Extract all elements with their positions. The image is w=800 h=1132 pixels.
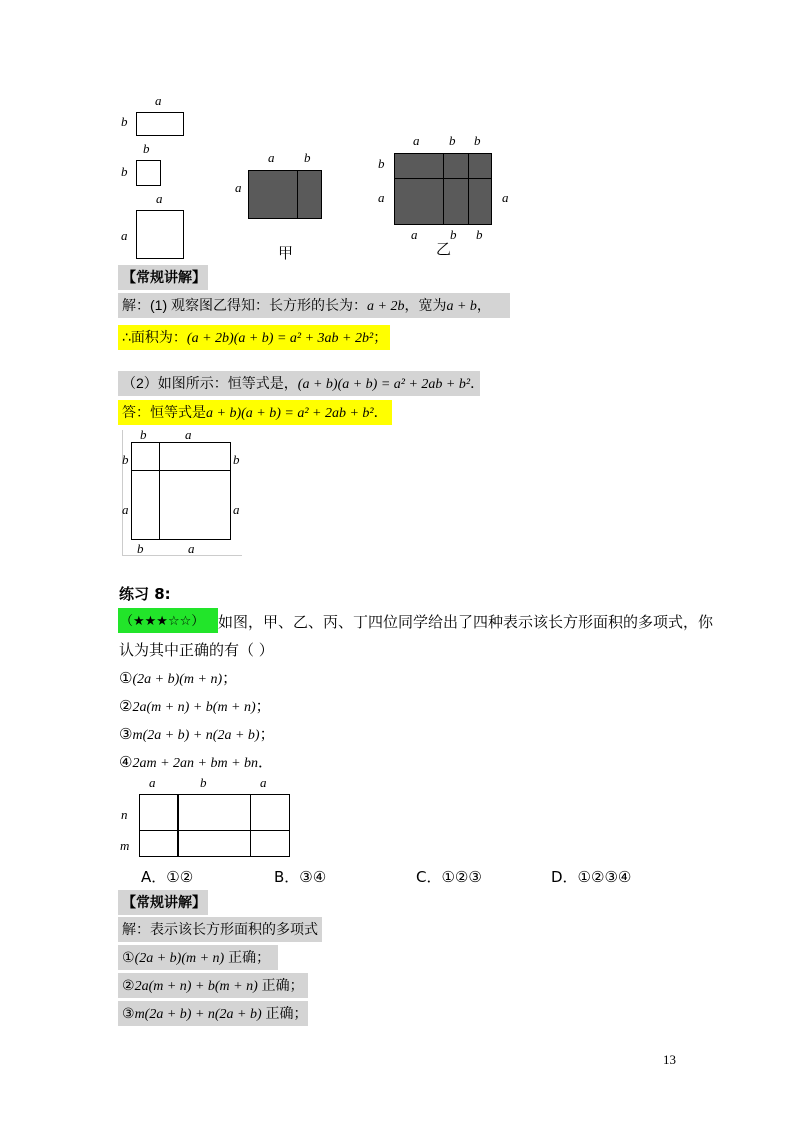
label-b: b xyxy=(143,141,150,156)
solution-line-4: 答：恒等式是a + b)(a + b) = a² + 2ab + b²． xyxy=(118,400,392,425)
choice-a[interactable]: A．①② xyxy=(141,868,194,886)
label-b: b xyxy=(121,114,128,129)
choice-b[interactable]: B．③④ xyxy=(274,868,327,886)
label-a: a xyxy=(235,180,242,195)
solution2-line-2: ①(2a + b)(m + n) 正确； xyxy=(118,945,278,970)
tile-square-b xyxy=(136,160,161,186)
label-a: a xyxy=(122,502,129,517)
caption-jia: 甲 xyxy=(278,244,294,262)
label-b: b xyxy=(474,133,481,148)
label-b: b xyxy=(200,775,207,790)
label-b: b xyxy=(121,164,128,179)
label-a: a xyxy=(268,150,275,165)
label-a: a xyxy=(149,775,156,790)
question-text-1: 如图，甲、乙、丙、丁四位同学给出了四种表示该长方形面积的多项式，你 xyxy=(218,613,714,631)
label-a: a xyxy=(156,191,163,206)
label-a: a xyxy=(233,502,240,517)
option-4: ④2am + 2an + bm + bn． xyxy=(119,753,274,771)
label-b: b xyxy=(378,156,385,171)
solution2-line-3: ②2a(m + n) + b(m + n) 正确； xyxy=(118,973,308,998)
label-a: a xyxy=(155,93,162,108)
option-3: ③m(2a + b) + n(2a + b)； xyxy=(119,725,275,743)
solution-line-3: （2）如图所示：恒等式是，(a + b)(a + b) = a² + 2ab + b²． xyxy=(118,371,480,396)
option-1: ①(2a + b)(m + n)； xyxy=(119,669,238,687)
solution-line-1: 解：(1) 观察图乙得知：长方形的长为：a + 2b，宽为a + b， xyxy=(118,293,510,318)
question-text-2: 认为其中正确的有（ ） xyxy=(119,641,274,659)
label-a: a xyxy=(188,541,195,556)
solution-heading: 【常规讲解】 xyxy=(118,265,208,290)
label-a: a xyxy=(260,775,267,790)
label-b: b xyxy=(449,133,456,148)
choice-c[interactable]: C．①②③ xyxy=(416,868,482,886)
solution2-line-1: 解：表示该长方形面积的多项式 xyxy=(118,917,322,942)
rect-exercise xyxy=(139,794,290,857)
choice-d[interactable]: D．①②③④ xyxy=(551,868,632,886)
square-a-plus-b xyxy=(131,442,231,540)
label-a: a xyxy=(121,228,128,243)
rect-jia xyxy=(248,170,322,219)
label-b: b xyxy=(122,452,129,467)
label-b: b xyxy=(476,227,483,242)
caption-yi: 乙 xyxy=(436,240,452,258)
label-b: b xyxy=(233,452,240,467)
difficulty-stars: （★★★☆☆） xyxy=(118,608,218,633)
label-b: b xyxy=(450,227,457,242)
label-b: b xyxy=(304,150,311,165)
option-2: ②2a(m + n) + b(m + n)； xyxy=(119,697,271,715)
label-m: m xyxy=(120,838,130,853)
label-b: b xyxy=(137,541,144,556)
solution2-heading: 【常规讲解】 xyxy=(118,890,208,915)
exercise-title: 练习 8: xyxy=(119,585,171,603)
label-b: b xyxy=(140,427,147,442)
label-a: a xyxy=(378,190,385,205)
page-number: 13 xyxy=(663,1052,676,1067)
solution2-line-4: ③m(2a + b) + n(2a + b) 正确； xyxy=(118,1001,308,1026)
label-a: a xyxy=(185,427,192,442)
label-a: a xyxy=(502,190,509,205)
tile-rect-ab xyxy=(136,112,184,136)
rect-yi xyxy=(394,153,492,225)
tile-square-a xyxy=(136,210,184,259)
label-a: a xyxy=(411,227,418,242)
solution-line-2: ∴面积为：(a + 2b)(a + b) = a² + 3ab + 2b²； xyxy=(118,325,390,350)
label-n: n xyxy=(121,807,128,822)
label-a: a xyxy=(413,133,420,148)
